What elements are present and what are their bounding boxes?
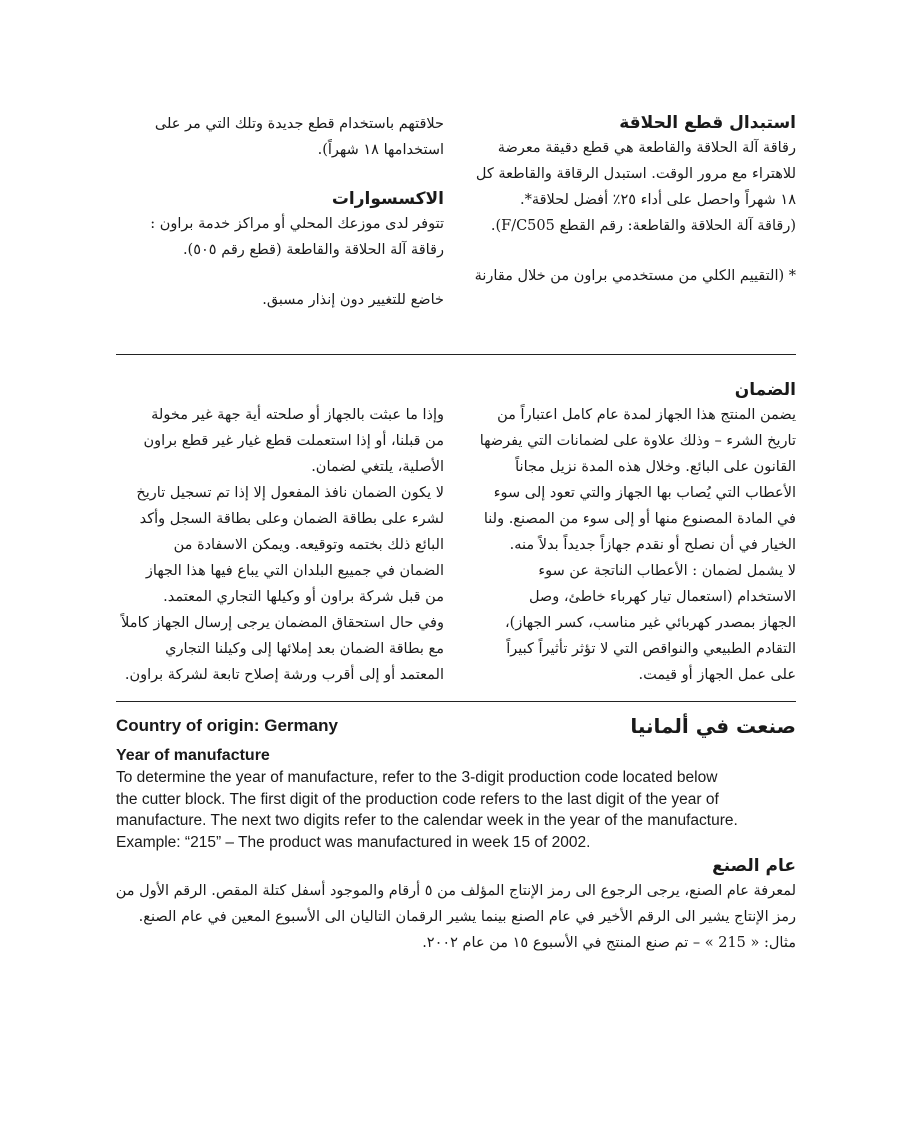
accessories-line: تتوفر لدى موزعك المحلي أو مراكز خدمة براون : <box>150 216 444 232</box>
section-divider <box>116 354 796 355</box>
warranty-line: الاستخدام (استعمال تيار كهرباء خاطئ، وصل <box>528 589 796 605</box>
origin-title-en: Country of origin: Germany <box>116 716 338 735</box>
year-line-ar: لمعرفة عام الصنع، يرجى الرجوع الى رمز الإنتاج المؤلف من ٥ أرقام والموجود أسفل كتلة المقص. الرقم الأول من <box>115 883 796 899</box>
warranty-line: لشرء على بطاقة الضمان وعلى بطاقة السجل وأكد <box>139 511 444 527</box>
year-section-ar <box>116 854 796 956</box>
year-line-en: the cutter block. The first digit of the production code refers to the last digit of the year of <box>116 790 719 808</box>
warranty-line: الضمان في جمييع البلدان التي يباع فيها هذا الجهاز <box>145 563 444 579</box>
warranty-line: مع بطاقة الضمان بعد إملائها إلى وكيلنا التجاري <box>165 641 444 657</box>
warranty-line: على عمل الجهاز أو قيمت. <box>638 667 796 683</box>
year-line-ar: رمز الإنتاج يشير الى الرقم الأخير في عام الصنع بينما يشير الرقمان التاليان الى الأسبوع المعين في عام الصنع. <box>138 909 796 925</box>
warranty-line: من قبل شركة براون أو وكيلها التجاري المعتمد. <box>163 589 444 605</box>
warranty-line: من قبلنا، أو إذا استعملت قطع غيار غير قطع براون <box>143 433 444 449</box>
warranty-line: تاريخ الشرء – وذلك علاوة على لضمانات التي يفرضها <box>479 433 796 449</box>
replacement-line: (رقاقة آلة الحلاقة والقاطعة: رقم القطع F/C505). <box>490 218 796 234</box>
replacement-footnote: * (التقييم الكلي من مستخدمي براون من خلال مقارنة <box>474 268 796 284</box>
year-line-en: To determine the year of manufacture, refer to the 3-digit production code located below <box>116 769 718 786</box>
replacement-continued <box>114 111 444 163</box>
warranty-line: وإذا ما عبثت بالجهاز أو صلحته أية جهة غير مخولة <box>151 407 444 423</box>
warranty-line: وفي حال استحقاق المضمان يرجى إرسال الجهاز كاملاً <box>121 615 444 631</box>
warranty-line: لا يكون الضمان نافذ المفعول إلا إذا تم تسجيل تاريخ <box>136 485 444 501</box>
warranty-section <box>466 378 796 688</box>
accessories-line: رقاقة آلة الحلاقة والقاطعة (قطع رقم ٥٠٥). <box>182 242 444 258</box>
year-heading-en: Year of manufacture <box>116 747 270 764</box>
year-line-en: Example: “215” – The product was manufactured in week 15 of 2002. <box>116 833 591 851</box>
replacement-body <box>466 135 796 239</box>
warranty-line: الخيار في أن نصلح أو نقدم جهازاً جديداً بدلاً منه. <box>509 537 796 553</box>
accessories-body <box>114 211 444 263</box>
warranty-line: القانون على البائع. وخلال هذه المدة نزيل مجاناً <box>515 459 796 475</box>
warranty-body <box>466 402 796 688</box>
warranty-line: يضمن المنتج هذا الجهاز لمدة عام كامل اعتباراً من <box>497 407 796 423</box>
warranty-body-continued <box>114 402 444 688</box>
warranty-line: في المادة المصنوع منها أو إلى سوء من المصنع. ولنا <box>483 511 796 527</box>
replacement-section <box>466 111 796 289</box>
replacement-line: رقاقة آلة الحلاقة والقاطعة هي قطع دقيقة معرضة <box>497 140 796 156</box>
warranty-continued <box>114 402 444 688</box>
section-divider <box>116 701 796 702</box>
warranty-line: لا يشمل لضمان : الأعطاب الناتجة عن سوء <box>538 563 796 579</box>
year-body-en <box>116 767 806 853</box>
warranty-line: الجهاز بمصدر كهربائي غير مناسب، كسر الجهاز)، <box>504 615 796 631</box>
year-line-ar: مثال: « 215 » – تم صنع المنتج في الأسبوع ١٥ من عام ٢٠٠٢. <box>422 935 796 951</box>
accessories-column <box>114 111 444 313</box>
warranty-line: التقادم الطبيعي والنواقص التي لا تؤثر تأثيراً كبيراً <box>506 641 796 657</box>
accessories-heading: الاكسسوارات <box>331 189 444 209</box>
change-notice: خاضع للتغيير دون إنذار مسبق. <box>262 292 444 308</box>
replacement-line: حلاقتهم باستخدام قطع جديدة وتلك التي مر على <box>154 116 444 132</box>
warranty-line: الأصلية، يلتغي لضمان. <box>311 459 444 475</box>
replacement-line: للاهتراء مع مرور الوقت. استبدل الرقاقة والقاطعة كل <box>475 166 796 182</box>
replacement-line: ١٨ شهراً واحصل على أداء ٢٥٪ أفضل لحلاقة*. <box>519 192 796 208</box>
origin-title-ar: صنعت في ألمانيا <box>630 714 796 738</box>
year-line-en: manufacture. The next two digits refer to the calendar week in the year of the manufacture. <box>116 812 738 829</box>
year-heading-ar: عام الصنع <box>712 856 796 876</box>
warranty-heading: الضمان <box>734 380 796 400</box>
replacement-heading: استبدال قطع الحلاقة <box>619 113 796 133</box>
warranty-line: المعتمد أو إلى أقرب ورشة إصلاح تابعة لشركة براون. <box>124 667 444 683</box>
replacement-line: استخدامها ١٨ شهراً). <box>317 142 444 158</box>
warranty-line: الأعطاب التي يُصاب بها الجهاز والتي تعود إلى سوء <box>493 485 796 501</box>
warranty-line: البائع ذلك بختمه وتوقيعه. ويمكن الاسفادة من <box>173 537 444 553</box>
